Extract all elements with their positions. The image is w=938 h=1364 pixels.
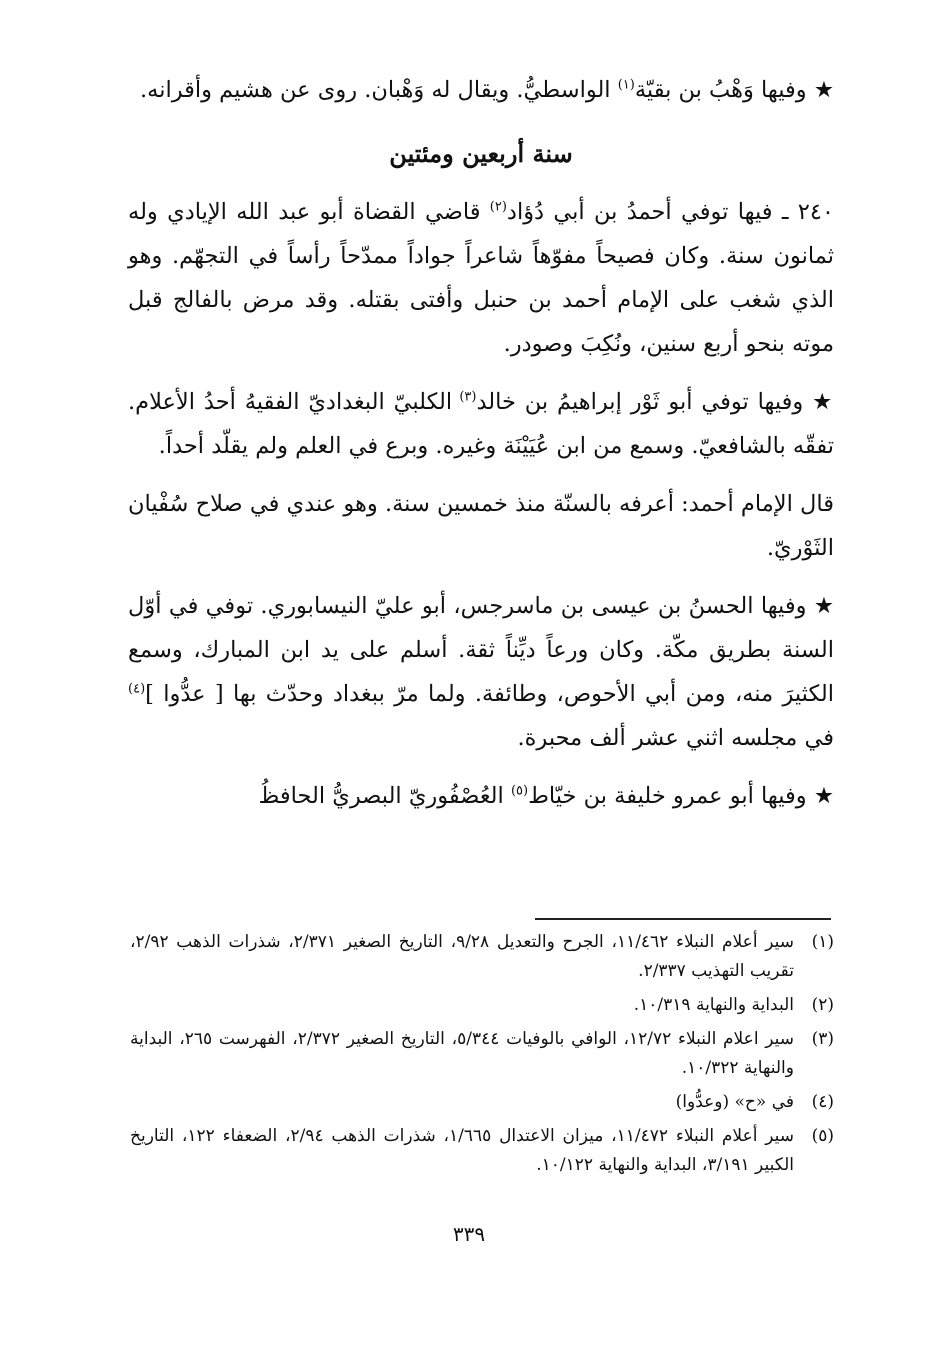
paragraph-abu-thawr bbox=[128, 380, 834, 468]
footnotes bbox=[130, 928, 834, 1185]
footnote-text: سير أعلام النبلاء ١١/٤٧٢، ميزان الاعتدال ١/٦٦٥، شذرات الذهب ٢/٩٤، الضعفاء ١٢٢، التاريخ الكبير ٣/١٩١، البداية والنهاية ١٠/١٢٢. bbox=[130, 1126, 794, 1175]
paragraph-ibn-abi-duad bbox=[128, 190, 834, 366]
footnote-item bbox=[130, 1122, 834, 1180]
paragraph-imam-ahmad-quote: قال الإمام أحمد: أعرفه بالسنّة منذ خمسين سنة. وهو عندي في صلاح سُفْيان الثَوْريّ. bbox=[128, 491, 834, 561]
footnote-ref: (٢) bbox=[489, 199, 507, 215]
section-heading: سنة أربعين ومئتين bbox=[389, 139, 573, 168]
footnote-ref: (٥) bbox=[510, 783, 529, 799]
footnote-text: سير اعلام النبلاء ١٢/٧٢، الوافي بالوفيات ٥/٣٤٤، التاريخ الصغير ٢/٣٧٢، الفهرست ٢٦٥، البداية والنهاية ١٠/٣٢٢. bbox=[130, 1029, 795, 1078]
paragraph-text: ★ وفيها أبو عمرو خليفة بن خيّاط bbox=[528, 783, 834, 809]
footnote-ref: (١) bbox=[617, 77, 635, 93]
footnote-number: (١) bbox=[811, 932, 834, 952]
main-text bbox=[128, 68, 834, 818]
paragraph-wahb bbox=[128, 68, 834, 112]
footnote-item bbox=[130, 1025, 834, 1083]
paragraph-text: قاضي القضاة أبو عبد الله الإيادي وله ثمانون سنة. وكان فصيحاً مفوّهاً شاعراً جواداً ممدّحاً رأساً في التجهّم. وهو الذي شغب على الإمام أحمد بن حنبل وأفتى بقتله. وقد مرض بالفالج قبل موته بنحو أربع سنين، ونُكِبَ وصودر. bbox=[128, 199, 834, 357]
footnote-text: البداية والنهاية ١٠/٣١٩. bbox=[633, 995, 794, 1015]
footnote-text: سير أعلام النبلاء ١١/٤٦٢، الجرح والتعديل ٩/٢٨، التاريخ الصغير ٢/٣٧١، شذرات الذهب ٢/٩٢، تقريب التهذيب ٢/٣٣٧. bbox=[130, 932, 794, 981]
footnote-divider bbox=[535, 918, 831, 920]
paragraph-text: ٢٤٠ ـ فيها توفي أحمدُ بن أبي دُؤاد bbox=[506, 199, 834, 225]
footnote-item bbox=[130, 928, 834, 986]
footnote-ref: (٤) bbox=[128, 681, 146, 697]
footnote-number: (٢) bbox=[811, 995, 834, 1015]
footnote-ref: (٣) bbox=[459, 389, 477, 405]
paragraph-khalifa bbox=[128, 774, 834, 818]
paragraph-text: ★ وفيها توفي أبو ثَوْر إبراهيمُ بن خالد bbox=[476, 389, 834, 415]
footnote-item bbox=[130, 991, 834, 1020]
page-number: ٣٣٩ bbox=[452, 1222, 486, 1246]
paragraph-hasan-ibn-isa bbox=[128, 584, 834, 760]
footnote-number: (٣) bbox=[811, 1029, 834, 1049]
footnote-number: (٥) bbox=[811, 1126, 834, 1146]
footnote-number: (٤) bbox=[811, 1092, 834, 1112]
paragraph-text: ★ وفيها وَهْبُ بن بقيّة bbox=[634, 77, 834, 103]
footnote-text: في «ح» (وعدُّوا) bbox=[675, 1092, 794, 1112]
paragraph-text: الواسطيُّ. ويقال له وَهْبان. روى عن هشيم وأقرانه. bbox=[140, 77, 618, 103]
paragraph-text: في مجلسه اثني عشر ألف محبرة. bbox=[517, 725, 834, 751]
paragraph-text: ★ وفيها الحسنُ بن عيسى بن ماسرجس، أبو عليّ النيسابوري. توفي في أوّل السنة بطريق مكّة. وكان ورعاً ديِّناً ثقة. أسلم على يد ابن المبارك، وسمع الكثيرَ منه، ومن أبي الأحوص، وطائفة. ولما مرّ ببغداد وحدّث بها [ عدُّوا ] bbox=[128, 593, 834, 707]
footnote-item bbox=[130, 1088, 834, 1117]
paragraph-text: الكلبيّ البغداديّ الفقيهُ أحدُ الأعلام. تفقّه بالشافعيّ. وسمع من ابن عُيَيْنَة وغيره. وبرع في العلم ولم يقلّد أحداً. bbox=[128, 389, 834, 459]
paragraph-text: العُصْفُوريّ البصريُّ الحافظُ bbox=[258, 783, 511, 809]
